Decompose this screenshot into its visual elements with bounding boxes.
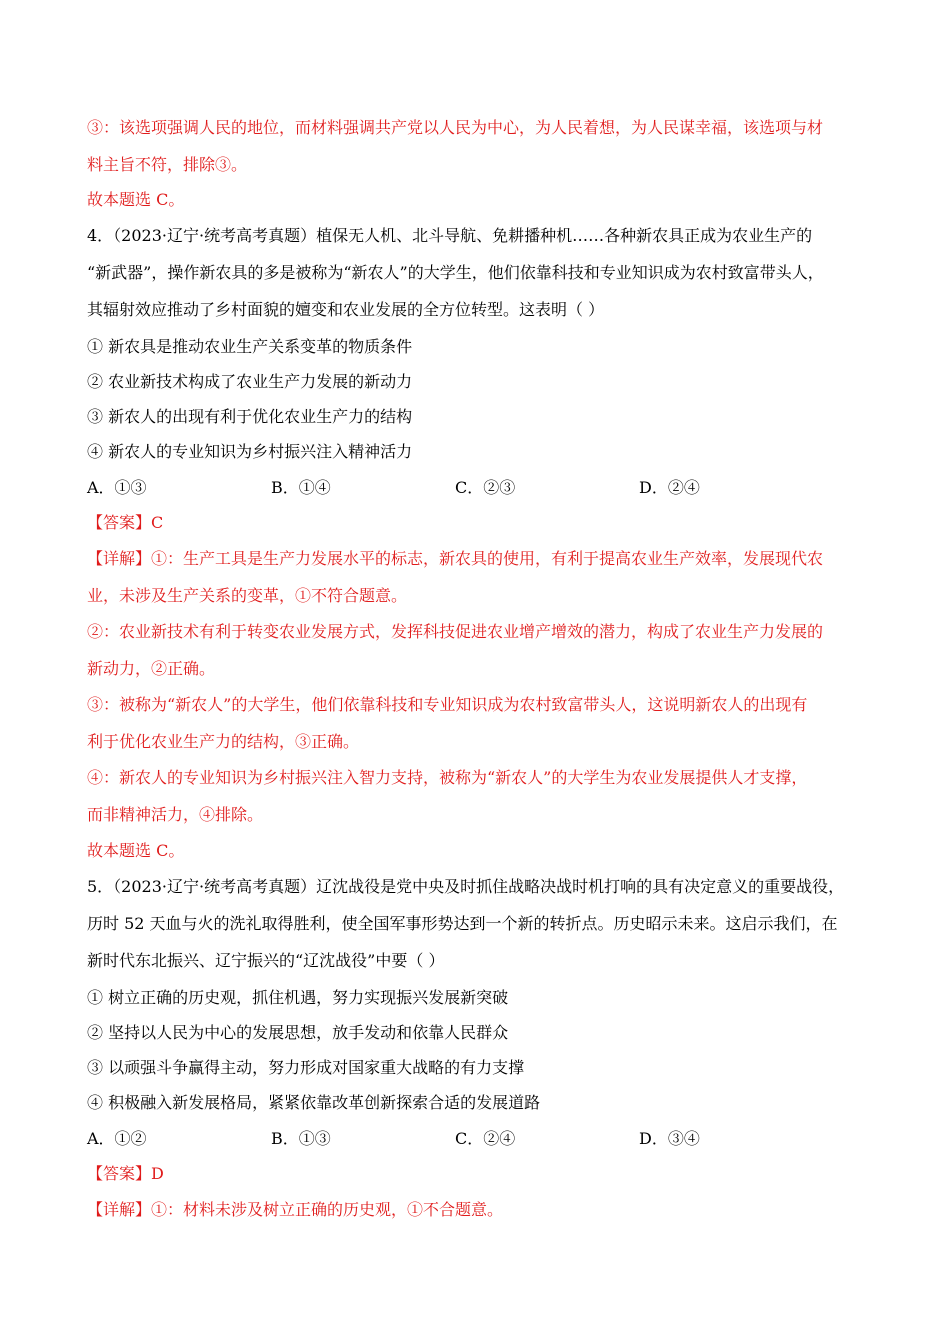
q4-statement: ③ 新农人的出现有利于优化农业生产力的结构: [87, 407, 413, 426]
q4-explanation-line: 【详解】①：生产工具是生产力发展水平的标志，新农具的使用，有利于提高农业生产效率，发展现代农: [87, 549, 824, 568]
q5-option-a: A．①②: [87, 1129, 147, 1148]
q5-statement: ③ 以顽强斗争赢得主动，努力形成对国家重大战略的有力支撑: [87, 1058, 525, 1077]
q4-explanation-line: 而非精神活力，④排除。: [87, 805, 264, 824]
prev-conclusion: 故本题选 C。: [87, 190, 185, 209]
q4-statement: ④ 新农人的专业知识为乡村振兴注入精神活力: [87, 442, 413, 461]
q4-stem-line: 其辐射效应推动了乡村面貌的嬗变和农业发展的全方位转型。这表明（ ）: [87, 300, 605, 319]
q4-statement: ① 新农具是推动农业生产关系变革的物质条件: [87, 337, 413, 356]
q4-conclusion: 故本题选 C。: [87, 841, 185, 860]
q4-stem-line: 4．（2023·辽宁·统考高考真题）植保无人机、北斗导航、免耕播种机……各种新农具正成为农业生产的: [87, 226, 813, 245]
q4-explanation-line: ④：新农人的专业知识为乡村振兴注入智力支持，被称为“新农人”的大学生为农业发展提供人才支撑，: [87, 768, 808, 787]
q4-explanation-line: 新动力，②正确。: [87, 659, 216, 678]
q5-option-d: D．③④: [639, 1129, 700, 1148]
q5-answer: 【答案】D: [87, 1164, 164, 1183]
q5-stem-line: 5．（2023·辽宁·统考高考真题）辽沈战役是党中央及时抓住战略决战时机打响的具有决定意义的重要战役，: [87, 877, 845, 896]
q4-option-d: D．②④: [639, 478, 700, 497]
q4-option-b: B．①④: [271, 478, 331, 497]
q5-option-c: C．②④: [455, 1129, 516, 1148]
q5-option-b: B．①③: [271, 1129, 331, 1148]
q5-stem-line: 新时代东北振兴、辽宁振兴的“辽沈战役”中要（ ）: [87, 951, 445, 970]
q5-statement: ① 树立正确的历史观，抓住机遇，努力实现振兴发展新突破: [87, 988, 509, 1007]
q5-statement: ② 坚持以人民为中心的发展思想，放手发动和依靠人民群众: [87, 1023, 509, 1042]
q4-explanation-line: 利于优化农业生产力的结构，③正确。: [87, 732, 360, 751]
q4-options: [87, 478, 867, 498]
q4-explanation-line: ③：被称为“新农人”的大学生，他们依靠科技和专业知识成为农村致富带头人，这说明新农人的出现有: [87, 695, 808, 714]
q4-option-a: A．①③: [87, 478, 147, 497]
q5-explanation-line: 【详解】①：材料未涉及树立正确的历史观，①不合题意。: [87, 1200, 504, 1219]
prev-explanation-line: 料主旨不符，排除③。: [87, 155, 248, 174]
q5-options: [87, 1129, 867, 1149]
q4-explanation-line: 业，未涉及生产关系的变革，①不符合题意。: [87, 586, 408, 605]
q5-stem-line: 历时 52 天血与火的洗礼取得胜利，使全国军事形势达到一个新的转折点。历史昭示未来。这启示我们，在: [87, 914, 838, 933]
q4-answer: 【答案】C: [87, 513, 164, 532]
q4-explanation-line: ②：农业新技术有利于转变农业发展方式，发挥科技促进农业增产增效的潜力，构成了农业生产力发展的: [87, 622, 824, 641]
q4-option-c: C．②③: [455, 478, 516, 497]
prev-explanation-line: ③：该选项强调人民的地位，而材料强调共产党以人民为中心，为人民着想，为人民谋幸福，该选项与材: [87, 118, 824, 137]
q4-stem-line: “新武器”，操作新农具的多是被称为“新农人”的大学生，他们依靠科技和专业知识成为农村致富带头人，: [87, 263, 824, 282]
q4-statement: ② 农业新技术构成了农业生产力发展的新动力: [87, 372, 413, 391]
q5-statement: ④ 积极融入新发展格局，紧紧依靠改革创新探索合适的发展道路: [87, 1093, 541, 1112]
